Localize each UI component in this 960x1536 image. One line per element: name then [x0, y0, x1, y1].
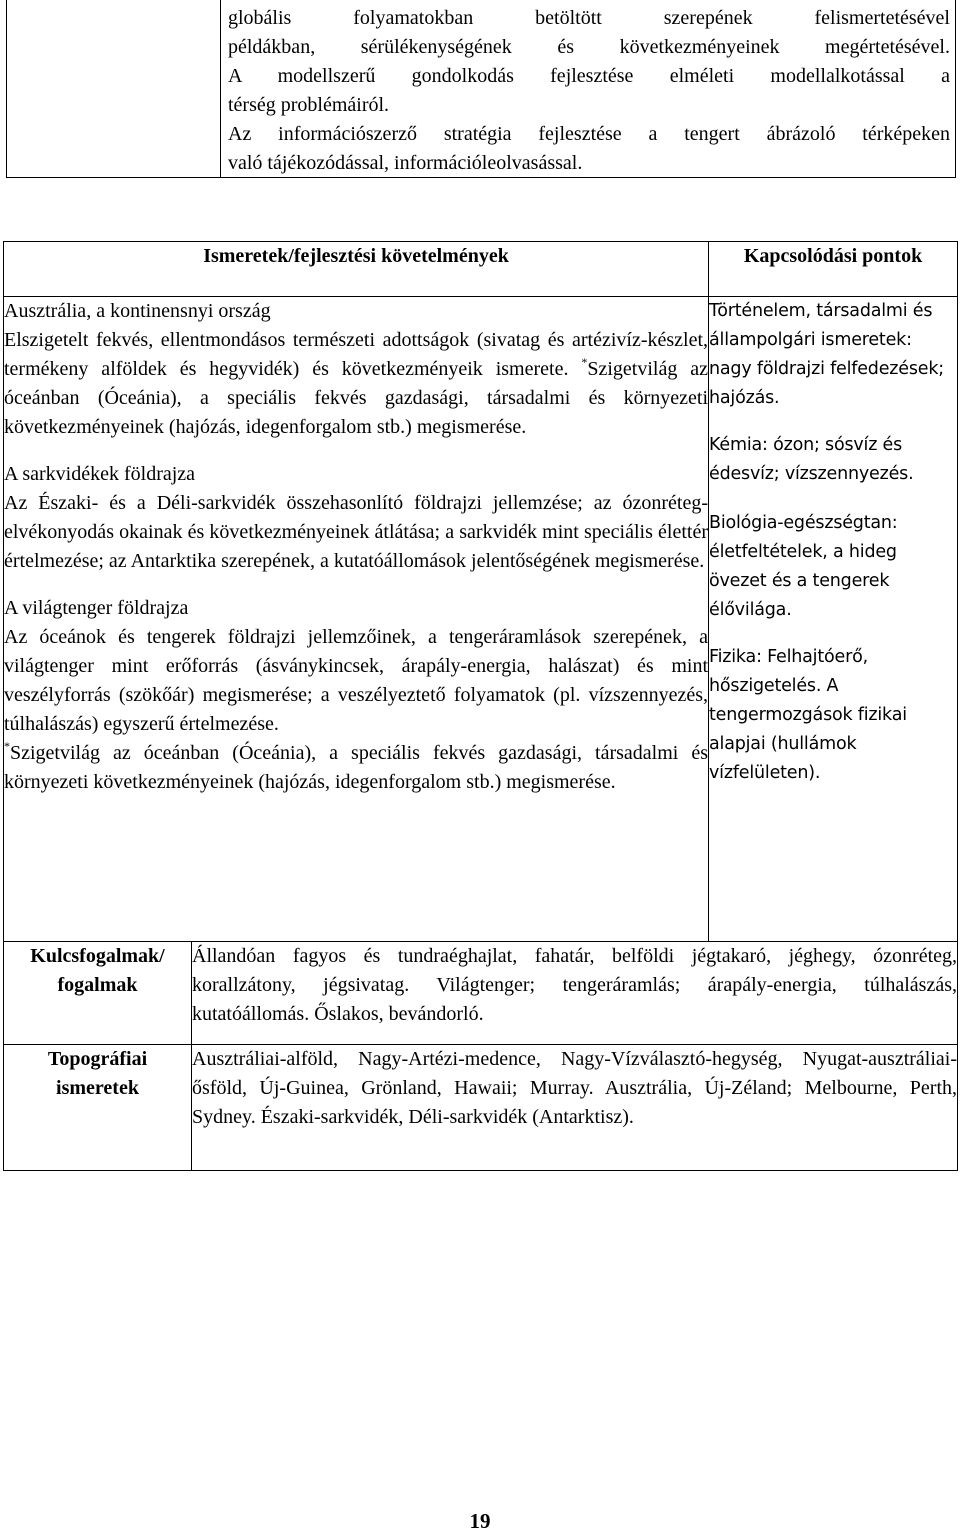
key-concepts-row [4, 942, 958, 1045]
curriculum-table [3, 241, 958, 1171]
text-line: térség problémáiról. [228, 94, 390, 116]
text-line: globális folyamatokban betöltött szerepének felismertetésével [228, 7, 950, 29]
section-body-polar: Az Északi- és a Déli-sarkvidék összehasonlító földrajzi jellemzése; az ózonréteg-elvékonyodás okainak és következményeinek átlátása; a sarkvidék mint speciális élettér értelmezése; az Antarktika szerepének, a kutatóállomások jelentőségének megismerése. [4, 492, 709, 572]
asterisk-mark: * [4, 739, 10, 753]
connections-header: Kapcsolódási pontok [709, 242, 958, 297]
key-concepts-label: Kulcsfogalmak/ fogalmak [4, 942, 192, 1045]
previous-section-box [6, 0, 956, 178]
section-body-ocean-islands [4, 739, 708, 797]
section-body-ocean: Az óceánok és tengerek földrajzi jellemzőinek, a tengeráramlások szerepének, a világtenger mint erőforrás (ásványkincsek, árapály-energia, halászat) és mint veszélyforrás (szökőár) megismerése; a veszélyeztető folyamatok (pl. vízszennyezés, túlhalászás) egyszerű értelmezése. [4, 626, 709, 735]
body-text: Elszigetelt fekvés, ellentmondásos természeti adottságok (sivatag és artézivíz-készlet, termékeny alföldek és hegyvidék) és következményeik ismerete. [4, 329, 709, 380]
requirements-header: Ismeretek/fejlesztési követelmények [4, 242, 709, 297]
section-title-polar: A sarkvidékek földrajza [4, 463, 196, 485]
text-line: példákban, sérülékenységének és következményeinek megértetésével. [228, 36, 950, 58]
connection-history: Történelem, társadalmi és állampolgári ismeretek: nagy földrajzi felfedezések; hajózás. [709, 301, 944, 408]
section-title-australia: Ausztrália, a kontinensnyi ország [4, 300, 271, 322]
body-text: Szigetvilág az óceánban (Óceánia), a speciális fekvés gazdasági, társadalmi és környezeti következményeinek (hajózás, idegenforgalom stb.) megismerése. [4, 742, 709, 793]
text-line: Az információszerző stratégia fejlesztése a tengert ábrázoló térképeken [228, 123, 950, 145]
topography-text: Ausztráliai-alföld, Nagy-Artézi-medence, Nagy-Vízválasztó-hegység, Nyugat-ausztráliai-ősföld, Új-Guinea, Grönland, Hawaii; Murray. Ausztrália, Új-Zéland; Melbourne, Perth, Sydney. Északi-sarkvidék, Déli-sarkvidék (Antarktisz). [192, 1045, 958, 1171]
key-concepts-text: Állandóan fagyos és tundraéghajlat, fahatár, belföldi jégtakaró, jéghegy, ózonréteg, korallzátony, jégsivatag. Világtenger; tengeráramlás; árapály-energia, túlhalászás, kutatóállomás. Őslakos, bevándorló. [192, 942, 958, 1045]
section-title-ocean: A világtenger földrajza [4, 597, 189, 619]
content-row [4, 297, 958, 942]
topography-label: Topográfiai ismeretek [4, 1045, 192, 1171]
asterisk-mark: * [581, 355, 588, 369]
column-divider [220, 0, 221, 177]
topography-row [4, 1045, 958, 1171]
connection-chemistry: Kémia: ózon; sósvíz és édesvíz; vízszennyezés. [709, 435, 914, 484]
text-line: A modellszerű gondolkodás fejlesztése elméleti modellalkotással a [228, 65, 950, 87]
text-line: való tájékozódással, információleolvasással. [228, 152, 583, 174]
section-body-australia [4, 326, 708, 442]
page-number: 19 [469, 1509, 491, 1533]
body-text: Szigetvilág az óceánban (Óceánia), a speciális fekvés gazdasági, társadalmi és környezeti következményeinek (hajózás, idegenforgalom stb.) megismerése. [4, 358, 709, 438]
requirements-cell [4, 297, 709, 942]
connections-cell [709, 297, 958, 942]
previous-section-text [228, 4, 950, 178]
connection-biology: Biológia-egészségtan: életfeltételek, a hideg övezet és a tengerek élővilága. [709, 513, 898, 620]
table-header-row [4, 242, 958, 297]
connection-physics: Fizika: Felhajtóerő, hőszigetelés. A tengermozgások fizikai alapjai (hullámok vízfelületen). [709, 647, 907, 783]
